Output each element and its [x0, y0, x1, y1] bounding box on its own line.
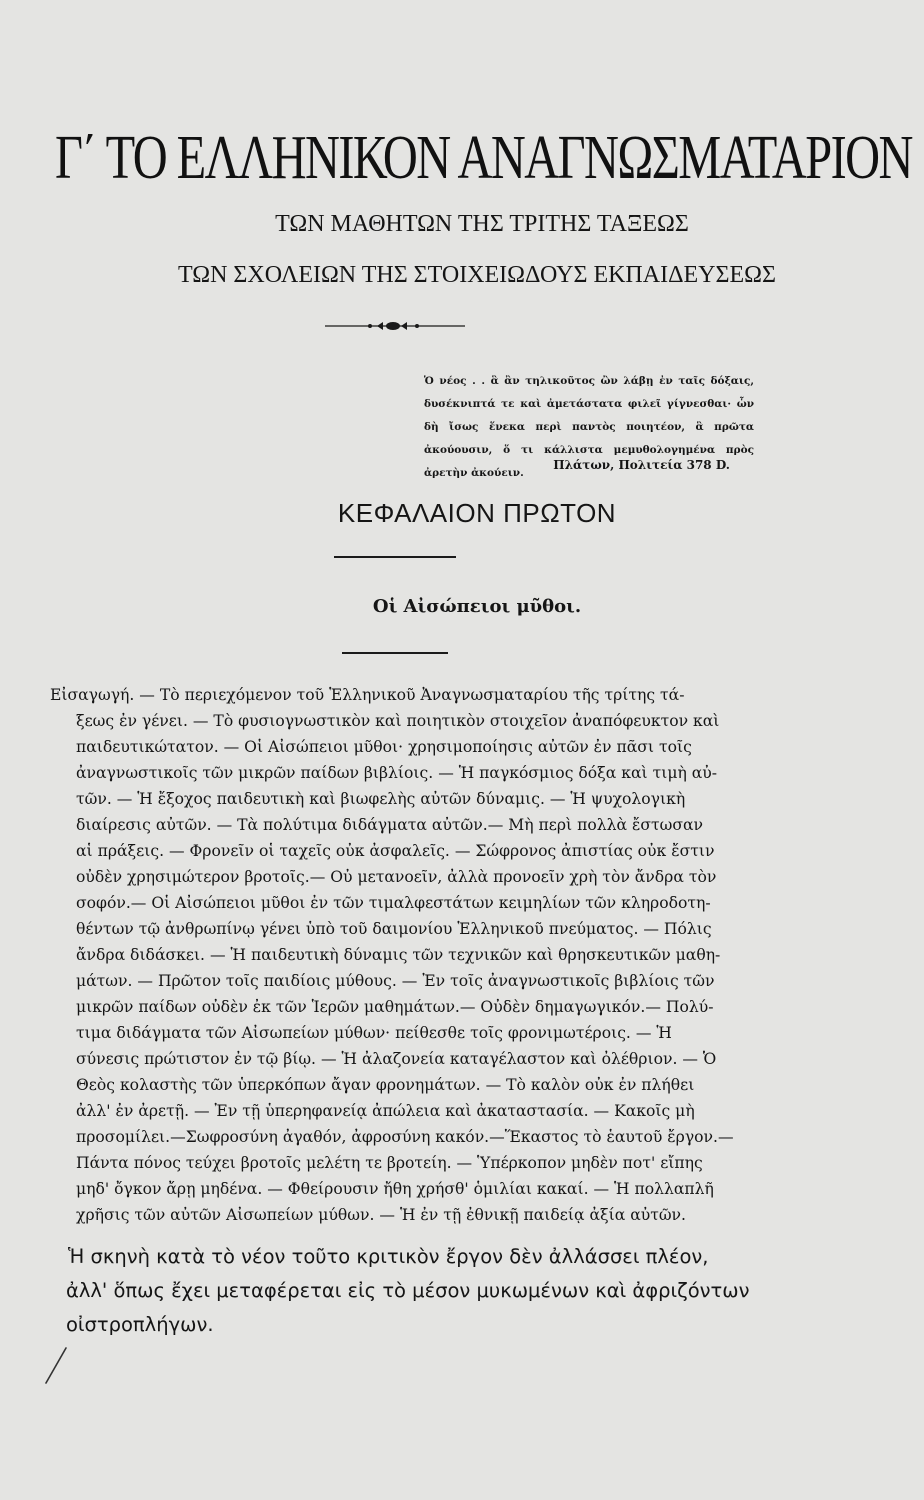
body-line: χρῆσις τῶν αὐτῶν Αἰσωπείων μύθων. — Ἡ ἐν τῇ ἐθνικῇ παιδείᾳ ἀξία αὐτῶν.: [76, 1206, 686, 1224]
body-line: διαίρεσις αὐτῶν. — Τὰ πολύτιμα διδάγματα αὐτῶν.— Μὴ περὶ πολλὰ ἔστωσαν: [76, 816, 703, 834]
body-line: προσομίλει.—Σωφροσύνη ἀγαθόν, ἀφροσύνη κακόν.—Ἕκαστος τὸ ἑαυτοῦ ἔργον.—: [76, 1128, 734, 1146]
section-title: Οἱ Αἰσώπειοι μῦθοι.: [372, 596, 582, 617]
body-line: σύνεσις πρώτιστον ἐν τῷ βίῳ. — Ἡ ἀλαζονεία καταγέλαστον καὶ ὀλέθριον. — Ὁ: [76, 1050, 717, 1068]
body-line: αἱ πράξεις. — Φρονεῖν οἱ ταχεῖς οὐκ ἀσφαλεῖς. — Σώφρονος ἀπιστίας οὐκ ἔστιν: [76, 842, 715, 860]
book-subtitle-2: ΤΩΝ ΣΧΟΛΕΙΩΝ ΤΗΣ ΣΤΟΙΧΕΙΩΔΟΥΣ ΕΚΠΑΙΔΕΥΣΕΩΣ: [178, 262, 776, 288]
body-line: ἀλλ' ἐν ἀρετῇ. — Ἐν τῇ ὑπερηφανείᾳ ἀπώλεια καὶ ἀκαταστασία. — Κακοῖς μὴ: [76, 1102, 695, 1120]
chapter-rule: [334, 556, 456, 558]
body-line: ξεως ἐν γένει. — Τὸ φυσιογνωστικὸν καὶ ποιητικὸν στοιχεῖον ἀναπόφευκτον καὶ: [76, 712, 720, 730]
body-line: Θεὸς κολαστὴς τῶν ὑπερκόπων ἄγαν φρονημάτων. — Τὸ καλὸν οὐκ ἐν πλήθει: [76, 1076, 695, 1094]
book-title: Γ΄ ΤΟ ΕΛΛΗΝΙΚΟΝ ΑΝΑΓΝΩΣΜΑΤΑΡΙΟΝ: [55, 124, 912, 192]
body-line: τιμα διδάγματα τῶν Αἰσωπείων μύθων· πείθεσθε τοῖς φρονιμωτέροις. — Ἡ: [76, 1024, 672, 1042]
body-line: ἄνδρα διδάσκει. — Ἡ παιδευτικὴ δύναμις τῶν τεχνικῶν καὶ θρησκευτικῶν μαθη-: [76, 946, 721, 964]
body-line: Εἰσαγωγή. — Τὸ περιεχόμενον τοῦ Ἑλληνικοῦ Ἀναγνωσματαρίου τῆς τρίτης τά-: [50, 686, 685, 704]
closing-line: ἀλλ' ὅπως ἔχει μεταφέρεται εἰς τὸ μέσον μυκωμένων καὶ ἀφριζόντων: [66, 1279, 750, 1302]
closing-line: οἰστροπλήγων.: [66, 1313, 214, 1336]
ornament-divider: [325, 318, 465, 334]
book-subtitle-1: ΤΩΝ ΜΑΘΗΤΩΝ ΤΗΣ ΤΡΙΤΗΣ ΤΑΞΕΩΣ: [275, 211, 689, 237]
body-line: οὐδὲν χρησιμώτερον βροτοῖς.— Οὐ μετανοεῖν, ἀλλὰ προνοεῖν χρὴ τὸν ἄνδρα τὸν: [76, 868, 717, 886]
body-line: σοφόν.— Οἱ Αἰσώπειοι μῦθοι ἐν τῶν τιμαλφεστάτων κειμηλίων τῶν κληροδοτη-: [76, 894, 711, 912]
body-line: ἀναγνωστικοῖς τῶν μικρῶν παίδων βιβλίοις. — Ἡ παγκόσμιος δόξα καὶ τιμὴ αὐ-: [76, 764, 718, 782]
section-rule: [342, 652, 448, 654]
epigraph-text: Ὁ νέος . . ἃ ἂν τηλικοῦτος ὢν λάβῃ ἐν ταῖς δόξαις, δυσέκνιπτά τε καὶ ἀμετάστατα φιλεῖ γίγνεσθαι· ὧν δὴ ἴσως ἕνεκα περὶ παντὸς ποιητέον, ἃ πρῶτα ἀκούουσιν, ὅ τι κάλλιστα μεμυθολογημένα πρὸς ἀρετὴν ἀκούειν.: [424, 375, 754, 479]
chapter-title: ΚΕΦΑΛΑΙΟΝ ΠΡΩΤΟΝ: [337, 498, 617, 528]
body-line: παιδευτικώτατον. — Οἱ Αἰσώπειοι μῦθοι· χρησιμοποίησις αὐτῶν ἐν πᾶσι τοῖς: [76, 738, 692, 756]
body-line: Πάντα πόνος τεύχει βροτοῖς μελέτη τε βροτείη. — Ὑπέρκοπον μηδὲν ποτ' εἴπης: [76, 1154, 703, 1172]
body-line: μικρῶν παίδων οὐδὲν ἐκ τῶν Ἱερῶν μαθημάτων.— Οὐδὲν δημαγωγικόν.— Πολύ-: [76, 998, 714, 1016]
body-line: μηδ' ὄγκον ἄρῃ μηδένα. — Φθείρουσιν ἤθη χρήσθ' ὁμιλίαι κακαί. — Ἡ πολλαπλῆ: [76, 1180, 714, 1198]
epigraph-citation: Πλάτων, Πολιτεία 378 D.: [553, 458, 730, 472]
body-line: θέντων τῷ ἀνθρωπίνῳ γένει ὑπὸ τοῦ δαιμονίου Ἑλληνικοῦ πνεύματος. — Πόλις: [76, 920, 712, 938]
closing-line: Ἡ σκηνὴ κατὰ τὸ νέον τοῦτο κριτικὸν ἔργον δὲν ἀλλάσσει πλέον,: [68, 1245, 709, 1268]
pencil-mark: [40, 1345, 70, 1387]
body-line: μάτων. — Πρῶτον τοῖς παιδίοις μύθους. — Ἐν τοῖς ἀναγνωστικοῖς βιβλίοις τῶν: [76, 972, 715, 990]
body-line: τῶν. — Ἡ ἔξοχος παιδευτικὴ καὶ βιωφελὴς αὐτῶν δύναμις. — Ἡ ψυχολογικὴ: [76, 790, 686, 808]
